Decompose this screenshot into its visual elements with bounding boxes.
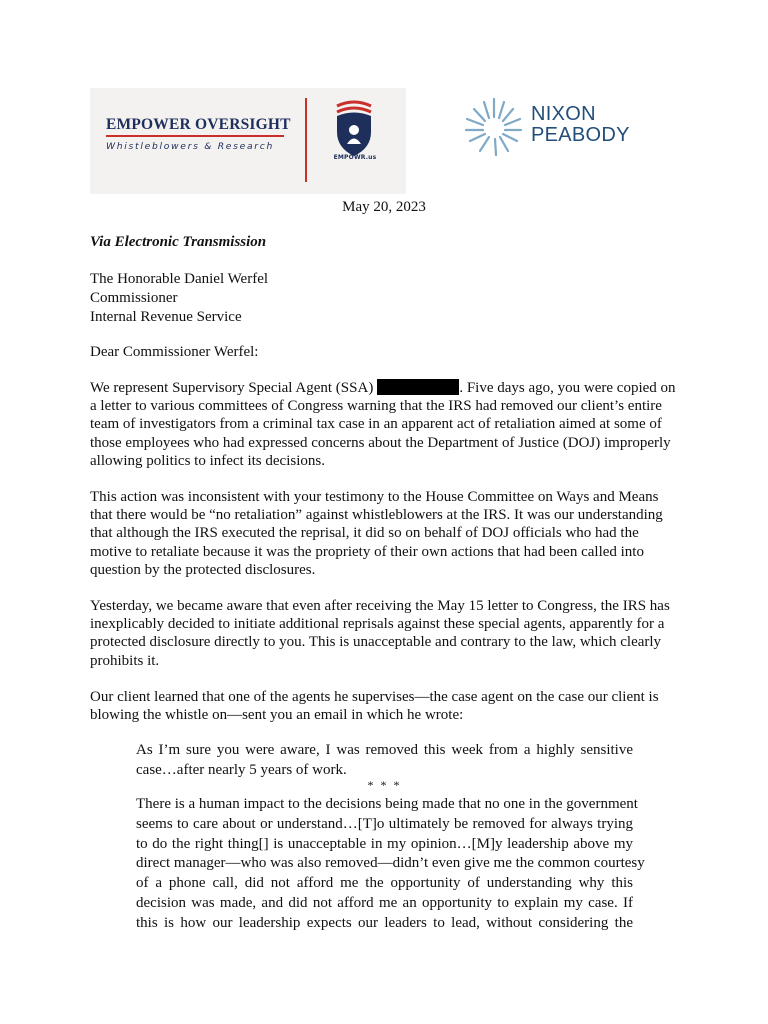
address-line: Internal Revenue Service	[90, 309, 242, 325]
nixon-peabody-logo-text	[531, 104, 630, 146]
letter-date: May 20, 2023	[342, 199, 426, 215]
paragraph-line: Yesterday, we became aware that even after receiving the May 15 letter to Congress, the IRS has	[90, 598, 670, 614]
paragraph-text: . Five days ago, you were copied on	[459, 380, 676, 396]
paragraph-1	[90, 379, 680, 470]
quote-line: this is how our leadership expects our leaders to lead, without considering the	[136, 914, 633, 931]
address-line: Commissioner	[90, 290, 178, 306]
nixon-text: NIXON	[531, 103, 596, 125]
peabody-text: PEABODY	[531, 124, 630, 146]
empower-oversight-logo-text: EMPOWER OVERSIGHT	[106, 116, 291, 133]
paragraph-line: This action was inconsistent with your testimony to the House Committee on Ways and Means	[90, 489, 659, 505]
paragraph-line: team of investigators from a criminal tax case in an apparent act of retaliation aimed at some of	[90, 416, 662, 433]
quote-line: There is a human impact to the decisions being made that no one in the government	[136, 796, 638, 812]
paragraph-line: Our client learned that one of the agents he supervises—the case agent on the case our client is	[90, 689, 659, 705]
empowr-logo-text: EMPOWR.us	[333, 154, 377, 161]
paragraph-2	[90, 488, 680, 579]
quote-line: to do the right thing[] is unacceptable in my opinion…[M]y leadership above my	[136, 835, 633, 852]
block-quote-1	[136, 741, 633, 781]
quote-line: seems to care about or understand…[T]o ultimately be removed for always trying	[136, 815, 633, 832]
recipient-address	[90, 270, 268, 327]
salutation: Dear Commissioner Werfel:	[90, 344, 259, 360]
quote-line: direct manager—who was also removed—didn’t even give me the common courtesy	[136, 855, 645, 872]
address-line: The Honorable Daniel Werfel	[90, 271, 269, 287]
quote-line: As I’m sure you were aware, I was removed this week from a highly sensitive	[136, 742, 633, 758]
paragraph-line: those employees who had expressed concerns about the Department of Justice (DOJ) improperly	[90, 434, 671, 451]
quote-line: case…after nearly 5 years of work.	[136, 761, 347, 778]
block-quote-2	[136, 795, 645, 934]
paragraph-text: We represent Supervisory Special Agent (SSA)	[90, 380, 374, 396]
paragraph-3	[90, 597, 680, 670]
empower-oversight-tagline: Whistleblowers & Research	[106, 141, 275, 152]
paragraph-line: allowing politics to infect its decisions.	[90, 452, 325, 469]
empower-oversight-letterhead	[90, 88, 406, 194]
logo-rule	[106, 135, 284, 137]
quote-line: of a phone call, did not afford me the opportunity of understanding why this	[136, 875, 633, 892]
letterhead-divider	[305, 98, 307, 182]
paragraph-line: blowing the whistle on—sent you an email in which he wrote:	[90, 707, 464, 724]
paragraph-line: a letter to various committees of Congress warning that the IRS had removed our client’s entire	[90, 398, 662, 415]
paragraph-line: that although the IRS executed the reprisal, it did so on behalf of DOJ officials who had the	[90, 525, 639, 542]
redaction-block	[377, 379, 459, 395]
paragraph-line: that there would be “no retaliation” against whistleblowers at the IRS. It was our understanding	[90, 507, 663, 524]
paragraph-line: question by the protected disclosures.	[90, 561, 316, 578]
paragraph-line: protected disclosure directly to you. This is unacceptable and contrary to the law, which clearly	[90, 634, 662, 651]
paragraph-line: inexplicably decided to initiate additional reprisals against these special agents, apparently for a	[90, 616, 665, 633]
quote-line: decision was made, and did not afford me an opportunity to explain my case. If	[136, 894, 633, 911]
nixon-peabody-burst-icon	[460, 93, 528, 161]
transmission-method: Via Electronic Transmission	[90, 234, 267, 250]
shield-icon	[334, 100, 374, 158]
paragraph-line: motive to retaliate because it was the propriety of their own actions that had been called into	[90, 543, 644, 560]
paragraph-line	[90, 379, 680, 397]
paragraph-line: prohibits it.	[90, 652, 160, 669]
section-break: * * *	[367, 778, 402, 792]
paragraph-4	[90, 688, 680, 724]
